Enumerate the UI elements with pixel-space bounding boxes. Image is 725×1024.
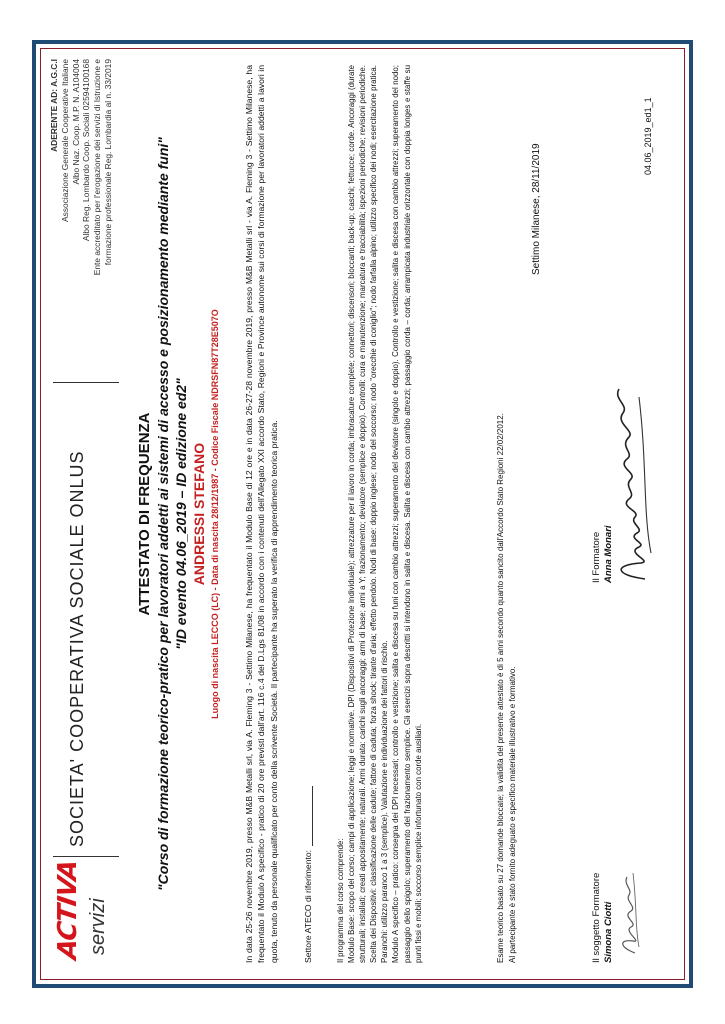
handwritten-signature-ciotti xyxy=(613,867,647,957)
signature-block-organization xyxy=(591,873,615,963)
header-divider xyxy=(53,382,119,383)
exam-note: Esame teorico basato su 27 domande bloccate; la validità del presente attestato è di 5 anni secondo quanto sancito dall'Accordo Stato Regioni 22/02/2012. xyxy=(496,413,505,963)
signature-label: Il Formatore xyxy=(591,531,602,583)
signature-label: Il soggetto Formatore xyxy=(591,872,602,963)
participant-birth-info: Luogo di nascita LECCO (LC) - Data di nascita 28/12/1987 - Codice Fiscale NDRSFN87T28E507O xyxy=(210,309,220,719)
place-and-date: Settimo Milanese, 28/11/2019 xyxy=(531,143,542,275)
ateco-label: Settore ATECO di riferimento: xyxy=(303,849,313,963)
document-id: 04.06_2019_ed1_1 xyxy=(643,97,653,175)
participant-name: ANDRESSI STEFANO xyxy=(191,442,207,586)
membership-line: Albo Reg. Lombardo Coop. Sociali 02594100168 xyxy=(81,59,92,242)
materials-note: Al partecipante è stato fornito adeguato e specifico materiale illustrativo e formativo. xyxy=(507,666,517,963)
logo-sub-text: servizi xyxy=(87,898,109,955)
program-modulo-base: Modulo Base: scopo del corso; campi di applicazione; leggi e normative. DPI (Dispositivi di Protezione Individuale); attrezzature per il lavoro in corda; imbracature complete; connettori; discensori; bloccanti; back-up; caschi; fettucce; corde. Ancoraggi (durate strutturali; installati; creati appositamente; naturali. Armi durata: carichi sugli ancoraggi; armi di base; armi a Y; frazionamento; deviatore (semplice e doppio). Controlli: cura e manutenzione; marcatura e tracciabilità; ispezioni periodiche; revisioni periodiche. Scelta dei Dispositivi: classificazione delle cadute; fattore di caduta; forza shock; tirante d'aria; effetto pendolo. Nodi di base: doppio inglese; nodo del soccorso; nodo "orecchie di coniglio"; nodo farfalla alpino; utilizzo specifico dei nodi; esercitazione pratica. Paranchi: utilizzo paranco 1 a 3 (semplice). Valutazione e individuazione dei fattori di rischio. xyxy=(347,65,390,963)
signatory-name: Simona Ciotti xyxy=(603,901,614,963)
logo-main-text: ACTIVA xyxy=(53,858,83,962)
ateco-sector xyxy=(303,786,313,963)
header-divider xyxy=(53,856,119,857)
title-block xyxy=(135,53,221,975)
signatory-name: Anna Monari xyxy=(603,525,614,583)
course-program xyxy=(335,65,424,963)
certificate-title: ATTESTATO DI FREQUENZA xyxy=(136,412,153,616)
membership-line: Ente accreditato per l'erogazione dei servizi di Istruzione e xyxy=(92,59,103,276)
membership-line: formazione professionale Reg. Lombardia al n. 33/2019 xyxy=(102,59,113,266)
society-name: SOCIETA' COOPERATIVA SOCIALE ONLUS xyxy=(67,450,87,847)
membership-line: ADERENTE AD: A.G.C.I xyxy=(49,59,59,152)
header xyxy=(43,53,127,975)
program-intro: Il programma del corso comprende: xyxy=(336,838,345,963)
activa-logo xyxy=(51,858,123,962)
membership-info xyxy=(49,59,114,377)
membership-line: Albo Naz. Coop. M.P. N. A104004 xyxy=(70,59,81,185)
event-id: "ID evento 04.06_2019 – ID edizione ed2" xyxy=(173,378,189,650)
membership-line: Associazione Generale Cooperative Italiane xyxy=(59,59,70,222)
attendance-statement: In data 25-26 novembre 2019, presso M&B Metalli srl, via A. Fleming 3 - Settimo Milanese, ha frequentato il Modulo Base di 12 ore e in data 26-27-28 novembre 2019, presso M&B Metalli srl - via A. Fleming 3 - Settimo Milanese, ha frequentato il Modulo A specifico - pratico di 20 ore previsti dall'art. 116 c.4 del D.Lgs 81/08 in accordo con i contenuti dell'Allegato XXI accordo Stato, Regioni e Province autonome sui corsi di formazione per lavoratori addetti a lavori in quota, tenuto da personale qualificato per conto della scrivente Società. Il partecipante ha superato la verifica di apprendimento teorica pratica. xyxy=(244,65,279,963)
final-notes xyxy=(495,65,518,963)
certificate-page xyxy=(43,53,682,975)
course-title: "Corso di formazione teorico-pratico per lavoratori addetti ai sistemi di accesso e posizionamento mediante funi" xyxy=(155,137,171,891)
ateco-blank-line xyxy=(304,786,313,846)
program-modulo-a: Modulo A specifico – pratico: consegna dei DPI necessari; controllo e vestizione; salita e discesa su funi con cambio attrezzi; superamento del deviatore (singolo e doppio). Controllo e vestizione; salita e discesa con cambio attrezzi; superamento del nodo; passaggio dello spigolo; superamento del frazionamento semplice. Gli esercizi sopra descritti si intendono in salita e discesa. Salita e discesa con cambio attrezzi; passaggio corda – corda; arrampicata industriale orizzontale con doppia longes e staffe su punti fissi e mobili; soccorso semplice infortunato con corde ausiliari. xyxy=(391,65,423,963)
handwritten-signature-monari xyxy=(605,383,661,583)
